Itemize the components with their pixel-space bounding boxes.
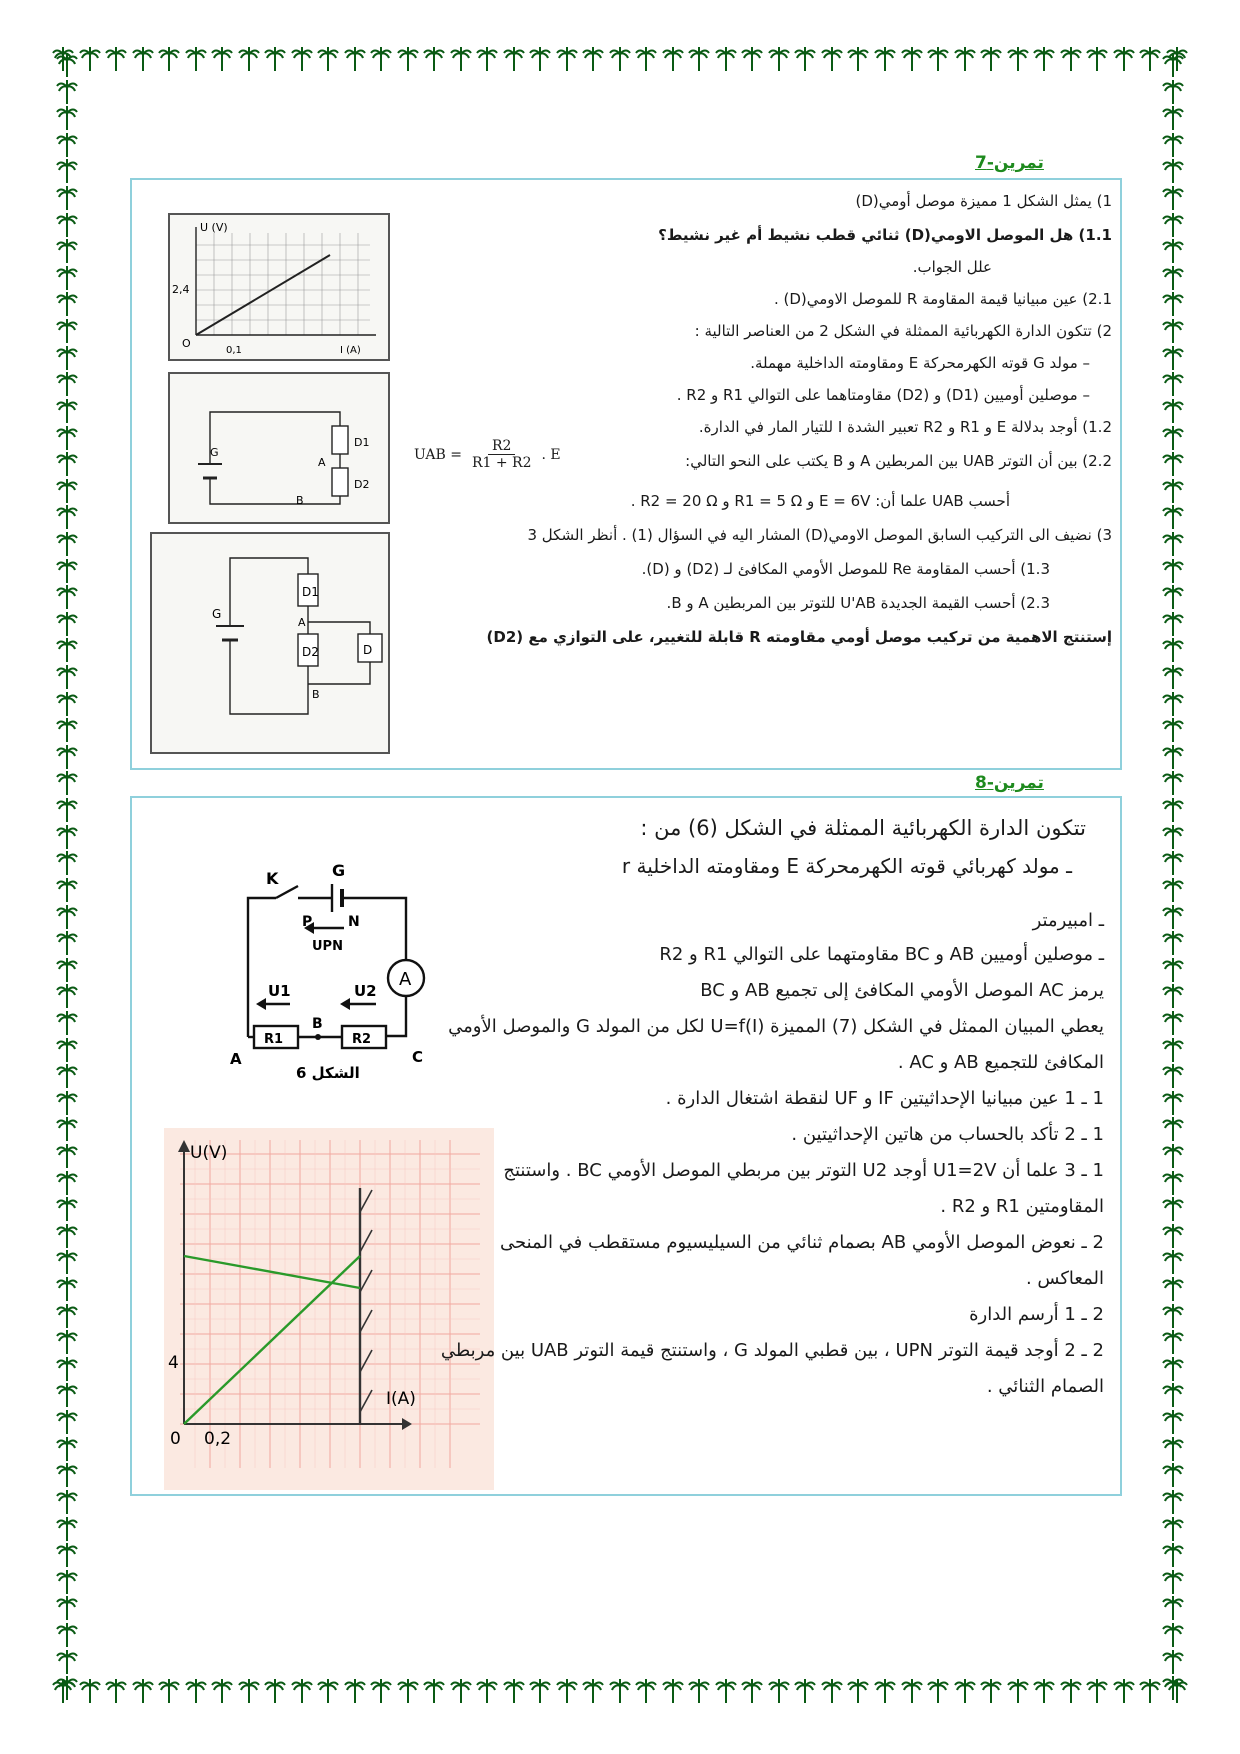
palm-icon: [1162, 637, 1184, 663]
figure-1-xlabel: I (A): [340, 345, 361, 356]
figure-2: [168, 372, 390, 524]
svg-text:I(A): I(A): [386, 1389, 416, 1409]
palm-icon: [1162, 904, 1184, 930]
palm-icon: [56, 904, 78, 930]
ex7-line-4: 2.1) عين مبيانيا قيمة المقاومة R للموصل الاومي(D) .: [773, 290, 1112, 308]
palm-icon: [132, 46, 154, 72]
palm-icon: [56, 930, 78, 956]
palm-icon: [56, 478, 78, 504]
palm-icon: [1162, 1622, 1184, 1648]
palm-icon: [1033, 46, 1055, 72]
figure-1-graph: [170, 215, 388, 359]
palm-icon: [450, 1678, 472, 1704]
svg-text:0: 0: [170, 1429, 181, 1449]
ex8-line-8: 1 ـ 1 عين مبيانيا الإحداثيتين IF و UF لنقطة اشتغال الدارة .: [665, 1088, 1104, 1109]
ex8-line-12: 2 ـ نعوض الموصل الأومي AB بصمام ثنائي من السيليسيوم مستقطب في المنحى: [500, 1232, 1104, 1253]
exercise-7-panel: [130, 178, 1122, 770]
palm-icon: [56, 1356, 78, 1382]
svg-text:C: C: [412, 1048, 424, 1066]
palm-icon: [1162, 1409, 1184, 1435]
palm-icon: [56, 265, 78, 291]
palm-icon: [291, 1678, 313, 1704]
palm-icon: [56, 531, 78, 557]
ex7-line-6: – مولد G قوته الكهرمحركة E ومقاومته الداخلية مهملة.: [750, 354, 1090, 372]
palm-icon: [1162, 1649, 1184, 1675]
palm-icon: [56, 611, 78, 637]
palm-icon: [476, 46, 498, 72]
palm-icon: [1162, 1489, 1184, 1515]
palm-icon: [158, 46, 180, 72]
svg-text:4: 4: [168, 1353, 179, 1373]
palm-icon: [397, 1678, 419, 1704]
palm-icon: [397, 46, 419, 72]
figure-3: [150, 532, 390, 754]
palm-icon: [56, 1143, 78, 1169]
palm-icon: [56, 877, 78, 903]
palm-icon: [847, 46, 869, 72]
palm-icon: [1162, 1329, 1184, 1355]
ex8-line-4: ـ موصلين أوميين AB و BC مقاومتهما على التوالي R1 و R2: [659, 944, 1104, 965]
palm-icon: [1162, 1462, 1184, 1488]
formula-denominator: R1 + R2: [471, 455, 532, 471]
palm-icon: [1162, 1436, 1184, 1462]
palm-icon: [715, 46, 737, 72]
palm-icon: [1162, 691, 1184, 717]
palm-icon: [56, 425, 78, 451]
palm-icon: [1162, 558, 1184, 584]
palm-icon: [954, 46, 976, 72]
palm-icon: [56, 1329, 78, 1355]
palm-icon: [56, 1303, 78, 1329]
palm-icon: [1162, 1569, 1184, 1595]
palm-icon: [1162, 425, 1184, 451]
ex8-line-3: ـ امبيرمتر: [1032, 910, 1104, 931]
svg-text:B: B: [296, 494, 304, 507]
palm-icon: [1162, 1249, 1184, 1275]
palm-icon: [847, 1678, 869, 1704]
figure-3-circuit: [152, 534, 388, 752]
palm-icon: [56, 770, 78, 796]
palm-icon: [56, 185, 78, 211]
palm-icon: [1162, 1196, 1184, 1222]
palm-icon: [1162, 79, 1184, 105]
ex8-line-2: ـ مولد كهربائي قوته الكهرمحركة E ومقاومته الداخلية r: [621, 854, 1072, 878]
palm-icon: [56, 584, 78, 610]
palm-icon: [317, 1678, 339, 1704]
palm-icon: [901, 1678, 923, 1704]
palm-icon: [503, 46, 525, 72]
svg-text:B: B: [312, 1016, 323, 1032]
palm-icon: [1060, 46, 1082, 72]
ex8-line-15: 2 ـ 2 أوجد قيمة التوتر UPN ، بين قطبي المولد G ، واستنتج قيمة التوتر UAB بين مربطي: [440, 1340, 1104, 1361]
palm-icon: [56, 1436, 78, 1462]
figure-2-circuit: [170, 374, 388, 522]
svg-text:P: P: [302, 914, 313, 930]
ex7-line-10: أحسب UAB علما أن: E = 6V و R1 = 5 Ω و R2 = 20 Ω .: [630, 492, 1010, 510]
palm-icon: [1162, 398, 1184, 424]
palm-icon: [56, 105, 78, 131]
palm-icon: [1162, 1143, 1184, 1169]
palm-icon: [56, 1382, 78, 1408]
palm-icon: [1162, 850, 1184, 876]
palm-icon: [56, 1063, 78, 1089]
figure-6-circuit: [230, 856, 596, 1096]
ex7-line-5: 2) تتكون الدارة الكهربائية الممثلة في الشكل 2 من العناصر التالية :: [694, 322, 1112, 340]
palm-icon: [556, 46, 578, 72]
svg-text:A: A: [230, 1050, 242, 1068]
palm-icon: [635, 1678, 657, 1704]
figure-1-ytick: 2,4: [172, 283, 190, 296]
figure-2-d2: [332, 468, 348, 496]
ex8-line-7: المكافئ للتجميع AB و AC .: [897, 1052, 1104, 1073]
palm-icon: [56, 238, 78, 264]
palm-icon: [56, 691, 78, 717]
palm-icon: [821, 46, 843, 72]
border-left: [52, 52, 82, 1702]
palm-icon: [344, 46, 366, 72]
palm-icon: [688, 46, 710, 72]
ex8-line-9: 1 ـ 2 تأكد بالحساب من هاتين الإحداثيتين .: [791, 1124, 1104, 1145]
ex7-line-2: 1.1) هل الموصل الاومي(D) ثنائي قطب نشيط أم غير نشيط؟: [658, 226, 1112, 244]
palm-icon: [211, 46, 233, 72]
palm-icon: [1162, 1675, 1184, 1701]
palm-icon: [874, 1678, 896, 1704]
palm-icon: [56, 1675, 78, 1701]
svg-text:B: B: [312, 688, 320, 701]
palm-icon: [1162, 584, 1184, 610]
svg-text:A: A: [318, 456, 326, 469]
palm-icon: [609, 46, 631, 72]
palm-icon: [56, 637, 78, 663]
palm-icon: [56, 504, 78, 530]
palm-icon: [56, 291, 78, 317]
figure-1: [168, 213, 390, 361]
palm-icon: [927, 46, 949, 72]
svg-text:G: G: [332, 861, 346, 880]
palm-icon: [1086, 46, 1108, 72]
palm-icon: [1162, 212, 1184, 238]
palm-icon: [56, 158, 78, 184]
palm-icon: [1162, 1542, 1184, 1568]
palm-icon: [529, 1678, 551, 1704]
ex8-line-11: المقاومتين R1 و R2 .: [940, 1196, 1104, 1217]
palm-icon: [1162, 158, 1184, 184]
palm-icon: [56, 371, 78, 397]
palm-icon: [688, 1678, 710, 1704]
ex7-line-7: – موصلين أوميين (D1) و (D2) مقاومتاهما على التوالي R1 و R2 .: [676, 386, 1090, 404]
palm-icon: [529, 46, 551, 72]
palm-icon: [1162, 824, 1184, 850]
palm-icon: [662, 46, 684, 72]
palm-icon: [1162, 504, 1184, 530]
ex7-line-9: 2.2) بين أن التوتر UAB بين المربطين A و B يكتب على النحو التالي:: [685, 452, 1112, 470]
figure-7-graph: [164, 1128, 494, 1490]
palm-icon: [1162, 105, 1184, 131]
palm-icon: [1162, 1037, 1184, 1063]
palm-icon: [1162, 1382, 1184, 1408]
palm-icon: [132, 1678, 154, 1704]
svg-text:R2: R2: [352, 1032, 372, 1047]
palm-icon: [1162, 1516, 1184, 1542]
palm-icon: [1162, 664, 1184, 690]
palm-icon: [56, 1090, 78, 1116]
palm-icon: [1162, 1170, 1184, 1196]
palm-icon: [105, 1678, 127, 1704]
svg-text:0,2: 0,2: [204, 1429, 232, 1449]
svg-text:D2: D2: [302, 645, 319, 659]
palm-icon: [741, 1678, 763, 1704]
palm-icon: [370, 1678, 392, 1704]
formula-tail: . E: [541, 446, 561, 463]
palm-icon: [56, 797, 78, 823]
palm-icon: [238, 46, 260, 72]
palm-icon: [158, 1678, 180, 1704]
palm-icon: [56, 558, 78, 584]
palm-icon: [1162, 1276, 1184, 1302]
palm-icon: [1162, 371, 1184, 397]
palm-icon: [56, 1542, 78, 1568]
svg-text:D1: D1: [354, 436, 370, 449]
palm-icon: [821, 1678, 843, 1704]
palm-icon: [56, 1489, 78, 1515]
border-bottom: [52, 1678, 1188, 1708]
palm-icon: [1162, 265, 1184, 291]
palm-icon: [344, 1678, 366, 1704]
palm-icon: [56, 212, 78, 238]
svg-text:D: D: [363, 643, 373, 657]
ex7-line-8: 1.2) أوجد بدلالة E و R1 و R2 تعبير الشدة I للتيار المار في الدارة.: [698, 418, 1112, 436]
palm-icon: [1162, 531, 1184, 557]
palm-icon: [1162, 744, 1184, 770]
figure-6-caption: الشكل 6: [296, 1064, 360, 1082]
palm-icon: [56, 957, 78, 983]
palm-icon: [1162, 478, 1184, 504]
palm-icon: [582, 46, 604, 72]
palm-icon: [1162, 770, 1184, 796]
palm-icon: [1162, 238, 1184, 264]
palm-icon: [1060, 1678, 1082, 1704]
palm-icon: [56, 717, 78, 743]
palm-icon: [927, 1678, 949, 1704]
palm-icon: [1162, 611, 1184, 637]
palm-icon: [317, 46, 339, 72]
palm-icon: [1162, 797, 1184, 823]
palm-icon: [1162, 930, 1184, 956]
palm-icon: [1162, 1356, 1184, 1382]
palm-icon: [476, 1678, 498, 1704]
palm-icon: [609, 1678, 631, 1704]
svg-text:A: A: [399, 969, 412, 990]
palm-icon: [423, 1678, 445, 1704]
palm-icon: [450, 46, 472, 72]
palm-icon: [1162, 1223, 1184, 1249]
palm-icon: [1113, 46, 1135, 72]
palm-icon: [105, 46, 127, 72]
ex7-line-12: 1.3) أحسب المقاومة Re للموصل الأومي المكافئ لـ (D2) و (D).: [641, 560, 1050, 578]
palm-icon: [370, 46, 392, 72]
palm-icon: [874, 46, 896, 72]
palm-icon: [1113, 1678, 1135, 1704]
exercise-7-title: تمرين-7: [975, 153, 1044, 173]
palm-icon: [1162, 1303, 1184, 1329]
figure-7: [164, 1128, 494, 1490]
palm-icon: [211, 1678, 233, 1704]
palm-icon: [56, 79, 78, 105]
svg-text:UPN: UPN: [312, 939, 343, 954]
palm-icon: [1162, 1090, 1184, 1116]
svg-text:D2: D2: [354, 478, 370, 491]
palm-icon: [56, 1462, 78, 1488]
figure-1-origin: O: [182, 337, 191, 350]
palm-icon: [56, 1010, 78, 1036]
palm-icon: [768, 1678, 790, 1704]
svg-text:U(V): U(V): [190, 1143, 228, 1163]
palm-icon: [768, 46, 790, 72]
palm-icon: [794, 1678, 816, 1704]
palm-icon: [56, 52, 78, 78]
formula-lhs: UAB =: [414, 446, 462, 463]
palm-icon: [56, 1409, 78, 1435]
palm-icon: [980, 1678, 1002, 1704]
ex8-line-1: تتكون الدارة الكهربائية الممثلة في الشكل (6) من :: [640, 816, 1086, 840]
exercise-8-panel: [130, 796, 1122, 1496]
palm-icon: [1086, 1678, 1108, 1704]
palm-icon: [980, 46, 1002, 72]
figure-2-d1: [332, 426, 348, 454]
palm-icon: [1162, 185, 1184, 211]
ex7-formula: [414, 438, 561, 471]
svg-text:U2: U2: [354, 982, 377, 1000]
palm-icon: [1162, 132, 1184, 158]
ex8-line-10: 1 ـ 3 علما أن U1=2V أوجد U2 التوتر بين مربطي الموصل الأومي BC . واستنتج: [503, 1160, 1104, 1181]
figure-1-ylabel: U (V): [200, 221, 228, 234]
palm-icon: [556, 1678, 578, 1704]
ex8-line-5: يرمز AC الموصل الأومي المكافئ إلى تجميع AB و BC: [700, 980, 1104, 1001]
palm-icon: [1162, 52, 1184, 78]
palm-icon: [56, 983, 78, 1009]
palm-icon: [56, 1170, 78, 1196]
palm-icon: [1033, 1678, 1055, 1704]
ex7-line-14: إستنتج الاهمية من تركيب موصل أومي مقاومته R قابلة للتغيير، على التوازي مع (D2): [486, 628, 1112, 646]
svg-text:D1: D1: [302, 585, 319, 599]
palm-icon: [423, 46, 445, 72]
exercise-8-title: تمرين-8: [975, 773, 1044, 793]
ex8-line-16: الصمام الثنائي .: [986, 1376, 1104, 1397]
palm-icon: [56, 1196, 78, 1222]
palm-icon: [56, 1116, 78, 1142]
svg-text:G: G: [210, 446, 219, 459]
palm-icon: [1162, 345, 1184, 371]
figure-1-line: [196, 255, 330, 335]
palm-icon: [741, 46, 763, 72]
palm-icon: [56, 1249, 78, 1275]
palm-icon: [56, 345, 78, 371]
palm-icon: [56, 744, 78, 770]
palm-icon: [1162, 291, 1184, 317]
ex7-line-1: 1) يمثل الشكل 1 مميزة موصل أومي(D): [855, 192, 1112, 210]
palm-icon: [503, 1678, 525, 1704]
palm-icon: [1162, 717, 1184, 743]
svg-text:U1: U1: [268, 982, 291, 1000]
ex8-line-14: 2 ـ 1 أرسم الدارة: [969, 1304, 1104, 1325]
svg-text:N: N: [348, 914, 360, 930]
palm-icon: [794, 46, 816, 72]
palm-icon: [954, 1678, 976, 1704]
ex7-line-13: 2.3) أحسب القيمة الجديدة U'AB للتوتر بين المربطين A و B.: [666, 594, 1050, 612]
palm-icon: [185, 1678, 207, 1704]
svg-text:K: K: [266, 869, 279, 888]
palm-icon: [56, 398, 78, 424]
palm-icon: [56, 1569, 78, 1595]
palm-icon: [264, 1678, 286, 1704]
palm-icon: [1162, 1010, 1184, 1036]
palm-icon: [56, 1223, 78, 1249]
palm-icon: [1162, 877, 1184, 903]
palm-icon: [56, 850, 78, 876]
palm-icon: [56, 451, 78, 477]
ex7-line-11: 3) نضيف الى التركيب السابق الموصل الاومي(D) المشار اليه في السؤال (1) . أنظر الشكل 3: [527, 526, 1112, 544]
figure-6: [230, 856, 596, 1096]
switch-k: [276, 886, 298, 898]
border-right: [1158, 52, 1188, 1702]
palm-icon: [1162, 1595, 1184, 1621]
palm-icon: [1007, 46, 1029, 72]
palm-icon: [582, 1678, 604, 1704]
palm-icon: [1162, 1063, 1184, 1089]
figure-1-xtick: 0,1: [226, 345, 242, 356]
palm-icon: [291, 46, 313, 72]
palm-icon: [715, 1678, 737, 1704]
palm-icon: [56, 1622, 78, 1648]
palm-icon: [1162, 1116, 1184, 1142]
palm-icon: [56, 1276, 78, 1302]
palm-icon: [662, 1678, 684, 1704]
border-top: [52, 46, 1188, 76]
palm-icon: [56, 1595, 78, 1621]
palm-icon: [56, 1037, 78, 1063]
palm-icon: [56, 664, 78, 690]
svg-text:R1: R1: [264, 1032, 284, 1047]
ex8-line-13: المعاكس .: [1025, 1268, 1104, 1289]
palm-icon: [185, 46, 207, 72]
svg-text:G: G: [212, 607, 222, 621]
palm-icon: [901, 46, 923, 72]
palm-icon: [56, 318, 78, 344]
ex8-line-6: يعطي المبيان الممثل في الشكل (7) المميزة U=f(I) لكل من المولد G والموصل الأومي: [448, 1016, 1104, 1037]
palm-icon: [238, 1678, 260, 1704]
palm-icon: [56, 824, 78, 850]
palm-icon: [1162, 318, 1184, 344]
palm-icon: [1162, 451, 1184, 477]
palm-icon: [1162, 957, 1184, 983]
ex7-line-3: علل الجواب.: [912, 258, 992, 276]
palm-icon: [264, 46, 286, 72]
palm-icon: [635, 46, 657, 72]
palm-icon: [56, 132, 78, 158]
palm-icon: [1162, 983, 1184, 1009]
palm-icon: [56, 1516, 78, 1542]
formula-numerator: R2: [488, 438, 515, 455]
palm-icon: [1007, 1678, 1029, 1704]
palm-icon: [56, 1649, 78, 1675]
svg-text:A: A: [298, 616, 306, 629]
